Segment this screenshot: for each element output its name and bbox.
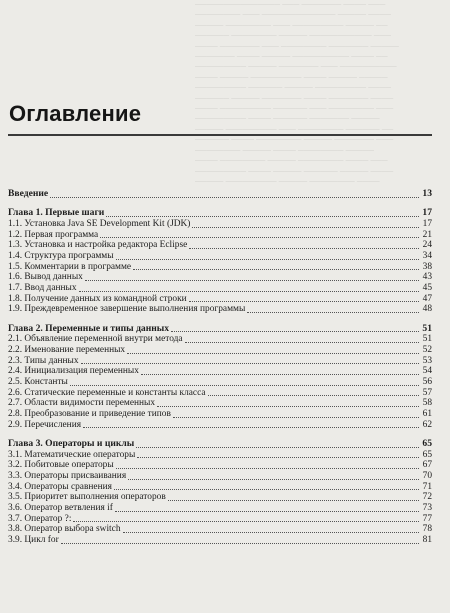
toc-section-label: 1.6. Вывод данных (8, 272, 83, 283)
dot-leader (137, 456, 419, 458)
toc-page-number: 53 (422, 355, 432, 366)
toc-page-number: 61 (422, 409, 432, 420)
toc-page-number: 21 (422, 229, 432, 240)
toc-section (8, 524, 432, 535)
dot-leader (116, 258, 419, 260)
toc-section-label: 3.4. Операторы сравнения (8, 481, 112, 492)
dot-leader (116, 467, 419, 469)
dot-leader (157, 405, 419, 407)
toc-entry-label: Введение (8, 187, 49, 199)
toc-section (8, 460, 432, 471)
toc-page-number: 81 (422, 535, 432, 546)
dot-leader (171, 330, 419, 332)
toc-page-number: 73 (422, 503, 432, 514)
dot-leader (189, 300, 419, 302)
toc-section (8, 262, 432, 273)
toc-section (8, 503, 432, 514)
toc-section-label: 2.9. Перечисления (8, 419, 82, 430)
dot-leader (85, 279, 419, 281)
page-title: Оглавление (9, 101, 142, 126)
toc-section-label: 1.1. Установка Java SE Development Kit (JDK) (8, 218, 191, 229)
toc-section (8, 366, 432, 377)
toc-page-number: 54 (422, 366, 432, 377)
toc-section-label: 2.2. Именование переменных (8, 344, 126, 355)
dot-leader (127, 352, 419, 354)
dot-leader (114, 488, 419, 490)
toc-page-number: 67 (422, 460, 432, 471)
dot-leader (185, 341, 419, 343)
toc-section-label: 1.8. Получение данных из командной строки (8, 293, 187, 304)
dot-leader (100, 236, 419, 238)
toc-section (8, 230, 432, 241)
toc-section-label: 2.1. Объявление переменной внутри метода (8, 334, 183, 345)
toc-page-number: 58 (422, 398, 432, 409)
toc-section-label: 3.6. Оператор ветвления if (8, 503, 113, 514)
toc-section (8, 240, 432, 251)
toc-section-label: 2.4. Инициализация переменных (8, 366, 139, 377)
toc-section-label: 3.9. Цикл for (8, 535, 59, 546)
toc-page-number: 65 (422, 437, 432, 449)
toc-page-number: 62 (422, 419, 432, 430)
toc-page-number: 47 (422, 293, 432, 304)
dot-leader (81, 362, 419, 364)
toc-section (8, 420, 432, 431)
toc-page-number: 78 (422, 524, 432, 535)
toc-page-number: 57 (422, 387, 432, 398)
toc-section-label: 2.3. Типы данных (8, 355, 79, 366)
toc-section (8, 377, 432, 388)
dot-leader (115, 510, 419, 512)
toc-section (8, 251, 432, 262)
toc-section (8, 409, 432, 420)
toc-chapter-label: Глава 3. Операторы и циклы (8, 437, 135, 449)
dot-leader (133, 268, 419, 270)
bleed-through-text: ─────────────── ─── ─────── ──── ─── ──────── ─── ───────────── ───── ──── ───── ──────── ─── ───────── ───── ── ────── ──────── ───── ─────────── ─── ──── ─────── ─── ──────── ─────── ───── ─────── ──── ───── ────────── ──── ── ───────── ───── ─────── ─── ────────── ──── ───── ───────── ──── ───── ───── ───────── ────── ───── ───────── ──── ────── ───── ─────── ──── ─────── ──── ──── ───────── ────── ─── ──────── ─── ───────── ──── ────── ─────── ───── ───── ───────── ─── ──────── ────── ── ────── ──── ──────── ───── ─────── ─── ──────── ───── ──── ──────── ───── ──── ──────── ───── ──────── ──── ─── ───────── ──── ───── ────── ───── ──── ───── ───────── ───── ──────── ──── (195, 0, 399, 186)
toc-section-label: 3.8. Оператор выбора switch (8, 524, 121, 535)
toc-section (8, 450, 432, 461)
toc-page-number: 51 (422, 334, 432, 345)
toc-section-label: 3.3. Операторы присваивания (8, 470, 127, 481)
dot-leader (106, 215, 419, 217)
dot-leader (189, 247, 419, 249)
toc-section (8, 283, 432, 294)
toc-section (8, 492, 432, 503)
dot-leader (192, 226, 419, 228)
toc-section (8, 388, 432, 399)
table-of-contents (8, 189, 432, 546)
dot-leader (136, 446, 419, 448)
toc-chapter-3 (8, 439, 432, 450)
toc-section-label: 1.4. Структура программы (8, 250, 114, 261)
dot-leader (123, 531, 419, 533)
toc-section-label: 3.5. Приоритет выполнения операторов (8, 492, 166, 503)
toc-chapter-label: Глава 2. Переменные и типы данных (8, 322, 170, 334)
toc-page-number: 17 (422, 218, 432, 229)
toc-intro (8, 189, 432, 200)
toc-page-number: 77 (422, 513, 432, 524)
toc-page-number: 17 (422, 207, 432, 219)
toc-page-number: 72 (422, 492, 432, 503)
dot-leader (73, 520, 419, 522)
toc-section-label: 3.1. Математические операторы (8, 449, 136, 460)
toc-page-number: 48 (422, 304, 432, 315)
toc-section (8, 535, 432, 546)
toc-section-label: 2.6. Статические переменные и константы класса (8, 387, 206, 398)
toc-page-number: 71 (422, 481, 432, 492)
toc-section (8, 294, 432, 305)
toc-chapter-1 (8, 208, 432, 219)
toc-section-label: 1.2. Первая программа (8, 229, 99, 240)
toc-section-label: 2.8. Преобразование и приведение типов (8, 409, 171, 420)
dot-leader (208, 394, 419, 396)
toc-section (8, 356, 432, 367)
toc-section-label: 1.9. Преждевременное завершение выполнения программы (8, 304, 246, 315)
dot-leader (128, 478, 419, 480)
toc-section (8, 334, 432, 345)
dot-leader (168, 499, 419, 501)
toc-section-label: 1.7. Ввод данных (8, 282, 77, 293)
toc-page-number: 52 (422, 344, 432, 355)
toc-section-label: 1.5. Комментарии в программе (8, 261, 132, 272)
dot-leader (83, 426, 419, 428)
toc-section (8, 272, 432, 283)
toc-section (8, 345, 432, 356)
toc-section (8, 398, 432, 409)
toc-section-label: 2.5. Константы (8, 376, 68, 387)
dot-leader (79, 290, 419, 292)
toc-section (8, 482, 432, 493)
toc-page-number: 34 (422, 250, 432, 261)
toc-page-number: 13 (422, 187, 432, 199)
dot-leader (61, 542, 419, 544)
toc-chapter-2 (8, 324, 432, 335)
dot-leader (173, 416, 419, 418)
dot-leader (70, 384, 419, 386)
toc-chapter-label: Глава 1. Первые шаги (8, 207, 105, 219)
toc-page-number: 65 (422, 449, 432, 460)
toc-section (8, 514, 432, 525)
toc-page-number: 56 (422, 376, 432, 387)
toc-section (8, 471, 432, 482)
toc-section-label: 3.2. Побитовые операторы (8, 460, 114, 471)
toc-section-label: 3.7. Оператор ?: (8, 513, 72, 524)
toc-section-label: 2.7. Области видимости переменных (8, 398, 156, 409)
toc-page-number: 38 (422, 261, 432, 272)
toc-section (8, 304, 432, 315)
toc-page-number: 45 (422, 282, 432, 293)
dot-leader (141, 373, 419, 375)
toc-page-number: 51 (422, 322, 432, 334)
dot-leader (50, 196, 419, 198)
title-rule (8, 134, 432, 136)
dot-leader (247, 311, 419, 313)
toc-page-number: 70 (422, 470, 432, 481)
toc-section (8, 219, 432, 230)
toc-section-label: 1.3. Установка и настройка редактора Eclipse (8, 240, 188, 251)
toc-page-number: 43 (422, 272, 432, 283)
toc-page-number: 24 (422, 240, 432, 251)
